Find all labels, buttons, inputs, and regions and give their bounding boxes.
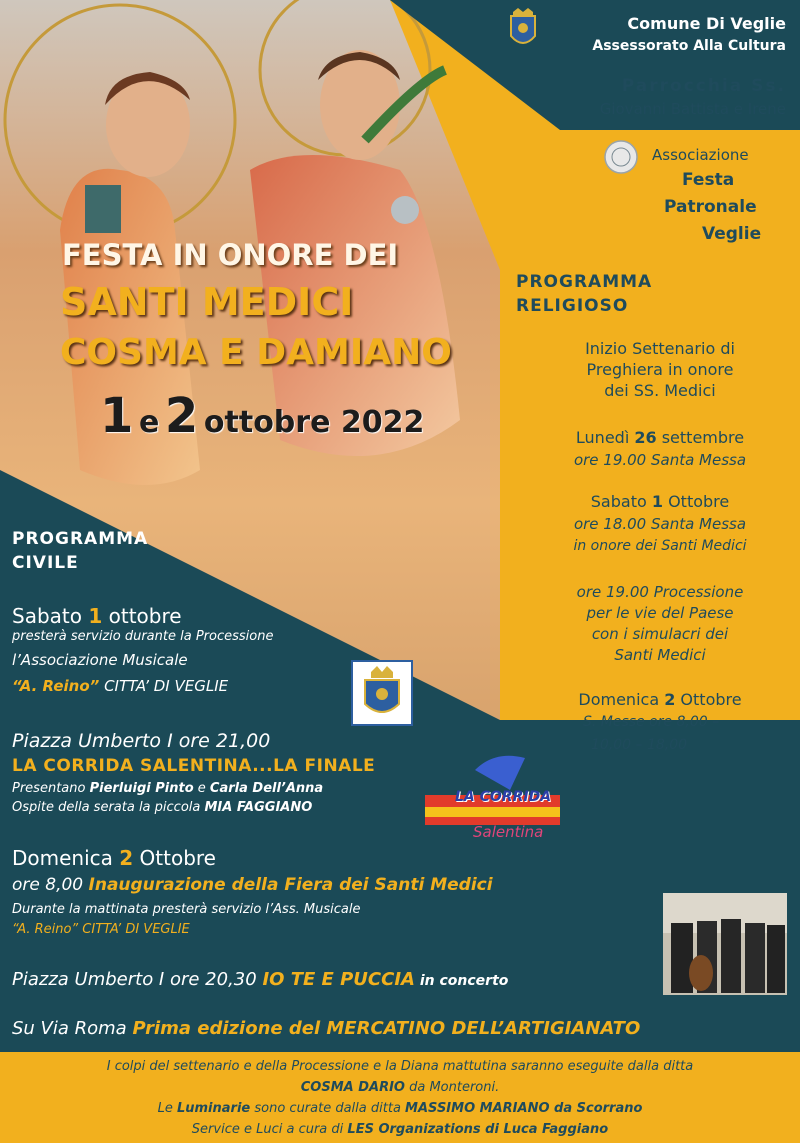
civile-heading-2: CIVILE (12, 553, 79, 573)
assoc-line-4: Veglie (702, 224, 762, 244)
sabato-time: ore 18.00 Santa Messa (573, 515, 747, 533)
corrida-logo-icon (415, 750, 565, 862)
assessorato: Assessorato Alla Cultura (592, 38, 786, 54)
piazza-line-2: Piazza Umberto I ore 20,30 IO TE E PUCCIA in concerto (12, 969, 509, 990)
intro-line: Inizio Settenario di (585, 339, 735, 358)
intro-line: dei SS. Medici (604, 381, 716, 400)
corrida-title: LA CORRIDA SALENTINA...LA FINALE (12, 756, 376, 776)
reino-line: “A. Reino” CITTA’ DI VEGLIE (12, 922, 190, 937)
corrida-logo-text-2: Salentina (473, 823, 544, 841)
footer (0, 1056, 800, 1140)
processione-line: con i simulacri dei (591, 625, 729, 643)
mattinata-line: Durante la mattinata presterà servizio l’Ass. Musicale (12, 902, 361, 917)
presentano-line: Presentano Pierluigi Pinto e Carla Dell’Anna (12, 781, 324, 796)
date-day-1: 1 (100, 388, 134, 444)
footer-line-3: Le Luminarie sono curate dalla ditta MASSIMO MARIANO da Scorrano (157, 1101, 643, 1116)
messe-line-2: 10,00 – 18,00 (591, 737, 688, 753)
date-month-year: ottobre 2022 (203, 405, 425, 440)
civile-sabato: Sabato 1 ottobre (12, 604, 182, 628)
civile-sab-line-2: l’Associazione Musicale (12, 651, 188, 669)
assoc-line-2: Festa (682, 170, 735, 190)
assoc-line-1: Associazione (652, 146, 749, 164)
title-line-2: SANTI MEDICI (60, 280, 354, 324)
footer-line-4: Service e Luci a cura di LES Organizations di Luca Faggiano (191, 1122, 609, 1137)
religioso-heading-1: PROGRAMMA (516, 272, 653, 292)
processione-line: Santi Medici (614, 646, 706, 664)
parrocchia-subtitle: Giovanni Battista e Irene (599, 100, 786, 118)
processione-line: per le vie del Paese (586, 604, 734, 622)
lunedi-line: Lunedì 26 settembre (575, 428, 745, 447)
processione-block (520, 582, 800, 666)
title-line-3: COSMA E DAMIANO (60, 332, 452, 373)
banda-emblem-icon (351, 660, 413, 726)
religioso-intro (520, 338, 800, 401)
inaugurazione-line: ore 8,00 Inaugurazione della Fiera dei Santi Medici (12, 875, 493, 895)
associazione-seal-icon (604, 140, 638, 174)
civile-heading-1: PROGRAMMA (12, 529, 149, 549)
civile-sab-line-1: presterà servizio durante la Processione (12, 629, 274, 644)
band-photo (663, 893, 787, 995)
comune-name: Comune Di Veglie (627, 14, 786, 33)
civile-sab-line-3: “A. Reino” CITTA’ DI VEGLIE (12, 677, 229, 695)
intro-line: Preghiera in onore (586, 360, 734, 379)
assoc-line-3: Patronale (664, 197, 757, 217)
title-date (100, 388, 424, 444)
civile-domenica: Domenica 2 Ottobre (12, 846, 216, 870)
date-day-2: 2 (164, 388, 199, 444)
domenica-line: Domenica 2 Ottobre (578, 690, 742, 709)
parrocchia-title: Parrocchia Ss. (621, 76, 786, 96)
processione-line: ore 19.00 Processione (576, 583, 744, 601)
via-roma-line: Su Via Roma Prima edizione del MERCATINO DELL’ARTIGIANATO (12, 1018, 641, 1039)
religioso-heading-2: RELIGIOSO (516, 296, 629, 316)
title-line-1: FESTA IN ONORE DEI (62, 238, 399, 272)
sabato-line: Sabato 1 Ottobre (590, 492, 730, 511)
date-and: e (138, 405, 160, 440)
corrida-logo-text-1: LA CORRIDA (455, 789, 552, 805)
sabato-sub: in onore dei Santi Medici (573, 538, 747, 554)
piazza-line-1: Piazza Umberto I ore 21,00 (12, 730, 271, 752)
footer-line-2: COSMA DARIO da Monteroni. (300, 1080, 500, 1095)
messe-line-1: S. Messe ore 8,00 – (583, 714, 720, 730)
lunedi-time: ore 19.00 Santa Messa (573, 451, 747, 469)
ospite-line: Ospite della serata la piccola MIA FAGGIANO (12, 800, 313, 815)
footer-line-1: I colpi del settenario e della Processione e la Diana mattutina saranno eseguite dalla ditta (106, 1059, 694, 1074)
comune-emblem-icon (508, 8, 538, 52)
